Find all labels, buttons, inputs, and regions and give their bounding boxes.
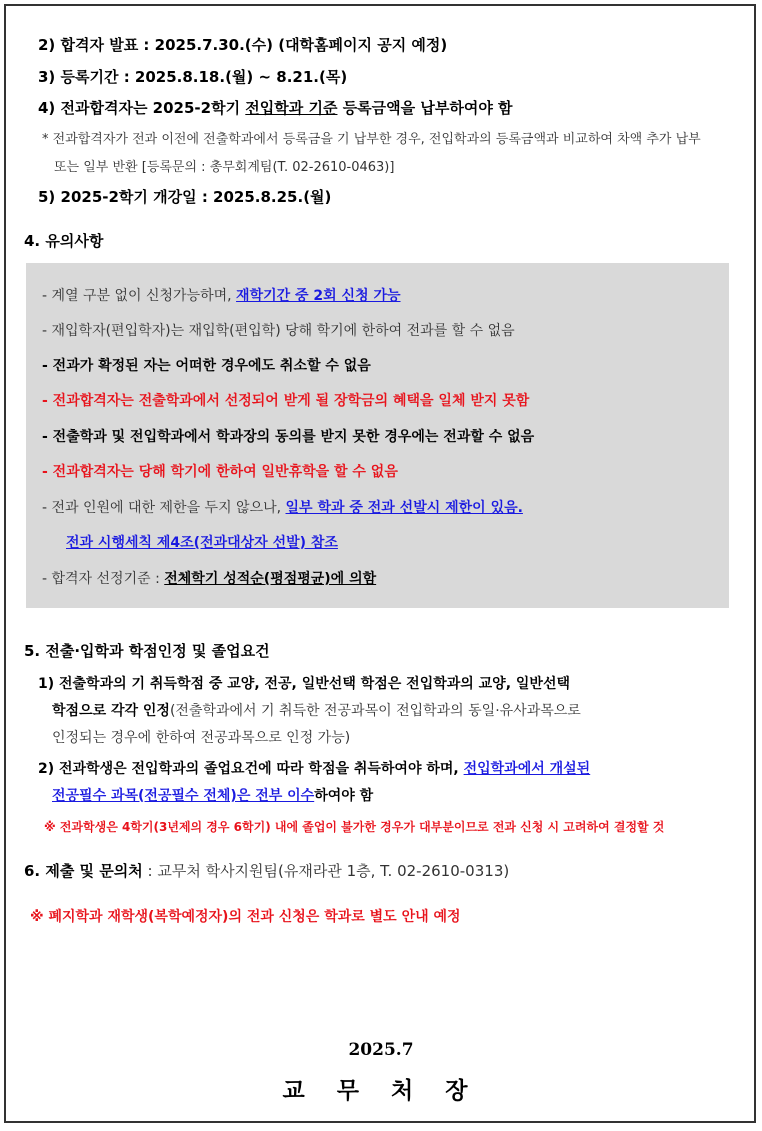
tuition-post: 등록금액을 납부하여야 함 [337, 99, 513, 117]
tuition-line [38, 97, 513, 118]
tuition-note-line1: * 전과합격자가 전과 이전에 전출학과에서 등록금을 기 납부한 경우, 전입학과의 등록금액과 비교하여 차액 추가 납부 [42, 132, 701, 147]
caution-item-3: - 전과가 확정된 자는 어떠한 경우에도 취소할 수 없음 [42, 358, 371, 374]
signature-issuer: 교 무 처 장 [282, 1077, 480, 1104]
caution-item-7-text: - 전과 인원에 대한 제한을 두지 않으나, [42, 500, 286, 516]
semester-start-line: 5) 2025-2학기 개강일 : 2025.8.25.(월) [38, 188, 332, 206]
signature-date: 2025.7 [348, 1040, 414, 1060]
tuition-note-line2: 또는 일부 반환 [등록문의 : 총무회계팀(T. 02-2610-0463)] [54, 160, 395, 175]
credits-p2-line1 [38, 758, 590, 778]
credits-p1-bold: 학점으로 각각 인정 [52, 703, 170, 719]
caution-item-7 [42, 497, 523, 517]
caution-item-7-link2[interactable]: 전과 시행세칙 제4조(전과대상자 선발) 참조 [66, 535, 338, 551]
credits-p1-line2 [52, 700, 581, 720]
caution-item-8-underlined: 전체학기 성적순(평점평균)에 의함 [164, 571, 377, 587]
credits-heading: 5. 전출·입학과 학점인정 및 졸업요건 [24, 642, 270, 660]
caution-item-1 [42, 285, 401, 305]
credits-p1-line3: 인정되는 경우에 한하여 전공과목으로 인정 가능) [52, 730, 351, 746]
register-line: 3) 등록기간 : 2025.8.18.(월) ~ 8.21.(목) [38, 68, 348, 86]
closed-department-notice: ※ 폐지학과 재학생(복학예정자)의 전과 신청은 학과로 별도 안내 예정 [30, 909, 461, 925]
caution-item-6: - 전과합격자는 당해 학기에 한하여 일반휴학을 할 수 없음 [42, 464, 398, 480]
credits-p2-link2[interactable]: 전공필수 과목(전공필수 전체)은 전부 이수 [52, 788, 315, 804]
tuition-pre: 4) 전과합격자는 2025-2학기 [38, 99, 246, 117]
caution-item-2: - 재입학자(편입학자)는 재입학(편입학) 당해 학기에 한하여 전과를 할 수 없음 [42, 323, 515, 339]
caution-item-8-text: - 합격자 선정기준 : [42, 571, 165, 587]
cautions-heading: 4. 유의사항 [24, 232, 104, 250]
caution-item-1-text: - 계열 구분 없이 신청가능하며, [42, 288, 237, 304]
tuition-underlined: 전입학과 기준 [245, 99, 338, 117]
announce-line: 2) 합격자 발표 : 2025.7.30.(수) (대학홈페이지 공지 예정) [38, 36, 448, 54]
credits-p2-rest: 하여야 함 [314, 788, 374, 804]
credits-p2-pre: 2) 전과학생은 전입학과의 졸업요건에 따라 학점을 취득하여야 하며, [38, 761, 464, 777]
credits-p2-link1[interactable]: 전입학과에서 개설된 [463, 761, 591, 777]
contact-text: : 교무처 학사지원팀(유재라관 1층, T. 02-2610-0313) [142, 862, 510, 880]
credits-p1-rest: (전출학과에서 기 취득한 전공과목이 전입학과의 동일·유사과목으로 [169, 703, 581, 719]
caution-item-7-link[interactable]: 일부 학과 중 전과 선발시 제한이 있음. [285, 500, 523, 516]
credits-p2-line2 [52, 785, 373, 805]
credits-warning: ※ 전과학생은 4학기(3년제의 경우 6학기) 내에 졸업이 불가한 경우가 대부분이므로 전과 신청 시 고려하여 결정할 것 [44, 820, 665, 834]
caution-item-1-link[interactable]: 재학기간 중 2회 신청 가능 [236, 288, 401, 304]
contact-line [24, 860, 509, 881]
caution-item-5: - 전출학과 및 전입학과에서 학과장의 동의를 받지 못한 경우에는 전과할 수 없음 [42, 429, 535, 445]
caution-item-4: - 전과합격자는 전출학과에서 선정되어 받게 될 장학금의 혜택을 일체 받지 못함 [42, 393, 530, 409]
credits-p1-line1: 1) 전출학과의 기 취득학점 중 교양, 전공, 일반선택 학점은 전입학과의 교양, 일반선택 [38, 676, 570, 692]
contact-label: 6. 제출 및 문의처 [24, 862, 143, 880]
caution-item-8 [42, 568, 376, 588]
